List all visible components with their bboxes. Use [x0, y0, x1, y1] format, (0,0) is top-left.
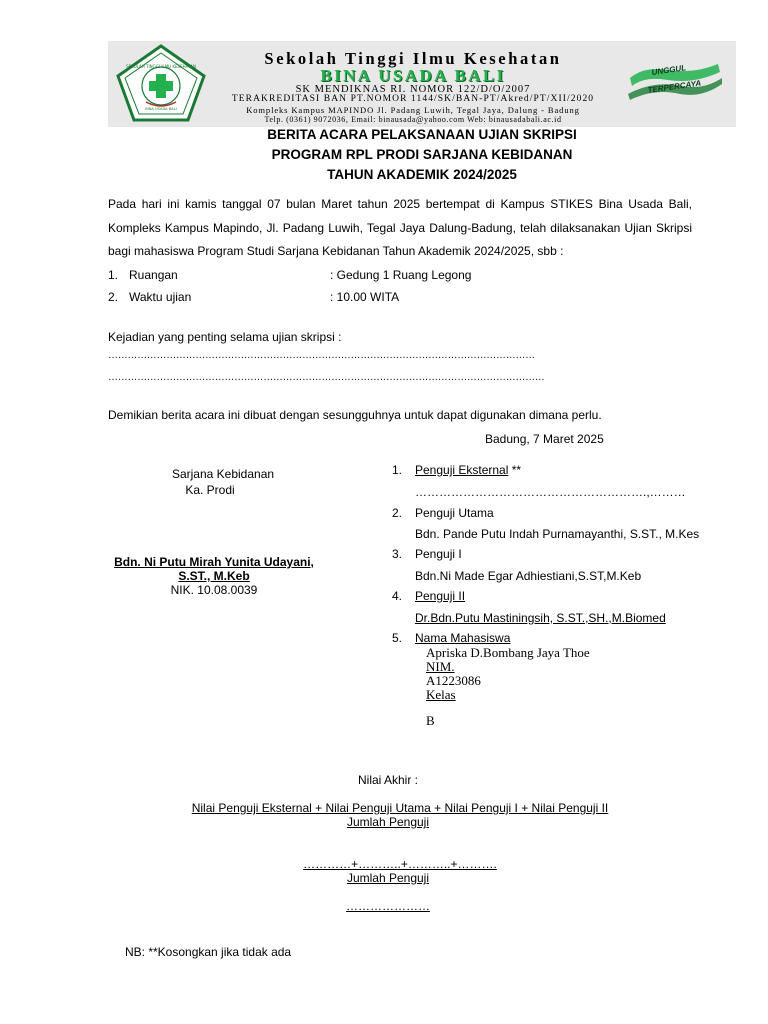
school-contact: Telp. (0361) 9072036, Email: binausada@yahoo.com Web: binausadabali.ac.id [264, 115, 562, 124]
document-title: BERITA ACARA PELAKSANAAN UJIAN SKRIPSI [267, 127, 577, 142]
detail-label-time: Waktu ujian [129, 290, 192, 304]
detail-value-time: : 10.00 WITA [330, 290, 400, 304]
examiner-title-1: Penguji I [415, 547, 462, 561]
school-name: BINA USADA BALI [320, 66, 506, 85]
events-label: Kejadian yang penting selama ujian skripsi : [108, 330, 342, 344]
letterhead-text [206, 41, 620, 127]
signatory-role-1: Sarjana Kebidanan [171, 467, 275, 481]
detail-num-1: 1. [108, 268, 119, 282]
signatory-name: Bdn. Ni Putu Mirah Yunita Udayani, [114, 555, 314, 569]
student-num: 5. [392, 631, 403, 645]
events-line-2: ……………………………………………………………………………………………………………………… [108, 372, 545, 383]
school-address: Kompleks Kampus MAPINDO Jl. Padang Luwih, Tegal Jaya, Dalung - Badung [246, 105, 580, 115]
score-divisor: Jumlah Penguji [346, 815, 430, 829]
student-nim: A1223086 [426, 673, 481, 688]
student-class-label: Kelas [426, 687, 456, 702]
intro-paragraph: Pada hari ini kamis tanggal 07 bulan Maret tahun 2025 bertempat di Kampus STIKES Bina Usada Bali, Kompleks Kampus Mapindo, Jl. Padang Luwih, Tegal Jaya Dalung-Badung, telah dilaksanakan Ujian Skripsi bagi mahasiswa Program Studi Sarjana Kebidanan Tahun Akademik 2024/2025, sbb : [108, 197, 692, 258]
score-divisor-2: Jumlah Penguji [346, 871, 430, 885]
examiner-title-external [415, 463, 521, 477]
examiner-name-2: Dr.Bdn.Putu Mastiningsih, S.ST.,SH.,M.Biomed [415, 611, 666, 625]
tagline-unggul: UNGGUL [651, 63, 687, 77]
detail-value-room: : Gedung 1 Ruang Legong [330, 268, 472, 282]
student-name: Apriska D.Bombang Jaya Thoe [426, 645, 590, 660]
examiner-title-main: Penguji Utama [415, 506, 494, 520]
examiner-name-main: Bdn. Pande Putu Indah Purnamayanthi, S.ST., M.Kes [415, 527, 700, 541]
tagline-terpercaya: TERPERCAYA [647, 78, 702, 95]
examiner-title-2: Penguji II [415, 589, 466, 603]
examiner-num-1: 1. [392, 463, 403, 477]
logo-text-top: SEKOLAH TINGGI ILMU KESEHATAN [126, 64, 196, 69]
footnote: NB: **Kosongkan jika tidak ada [125, 945, 292, 959]
tagline-ribbon [624, 58, 724, 104]
place-date: Badung, 7 Maret 2025 [485, 432, 604, 446]
examiner-title-external-label: Penguji Eksternal [415, 463, 509, 477]
program-title: PROGRAM RPL PRODI SARJANA KEBIDANAN [271, 147, 573, 162]
logo-text-bottom: BINA USADA BALI [145, 107, 177, 111]
accreditation: TERAKREDITASI BAN PT.NOMOR 1144/SK/BAN-PT/Akred/PT/XII/2020 [231, 94, 595, 104]
examiner-name-external: ………………………………………………….,……… [415, 485, 686, 499]
academic-year-title: TAHUN AKADEMIK 2024/2025 [327, 167, 517, 182]
examiner-num-4: 4. [392, 589, 403, 603]
student-class: B [426, 713, 435, 728]
signatory-degree: S.ST., M.Keb [178, 569, 250, 583]
detail-label-room: Ruangan [129, 268, 178, 282]
school-logo [116, 44, 206, 122]
examiner-name-1: Bdn.Ni Made Egar Adhiestiani,S.ST,M.Keb [415, 569, 642, 583]
score-result: ………………… [346, 899, 430, 913]
closing-statement: Demikian berita acara ini dibuat dengan sesungguhnya untuk dapat digunakan dimana perlu. [108, 408, 602, 422]
score-formula: Nilai Penguji Eksternal + Nilai Penguji Utama + Nilai Penguji I + Nilai Penguji II [191, 801, 609, 815]
student-nim-label: NIM. [426, 659, 455, 674]
student-title: Nama Mahasiswa [415, 631, 511, 645]
events-line-1: …………………………………………………………………………………………………………………… [108, 350, 535, 361]
examiner-num-3: 3. [392, 547, 403, 561]
signatory-role-2: Ka. Prodi [185, 483, 235, 497]
final-score-label: Nilai Akhir : [357, 773, 419, 787]
detail-num-2: 2. [108, 290, 119, 304]
decree-number: SK MENDIKNAS RI. NOMOR 122/D/O/2007 [295, 84, 531, 95]
school-type: Sekolah Tinggi Ilmu Kesehatan [264, 49, 562, 68]
signatory-nik: NIK. 10.08.0039 [170, 583, 258, 597]
examiner-title-external-mark: ** [508, 463, 522, 477]
examiner-num-2: 2. [392, 506, 403, 520]
score-blank-formula: …………+………..+………..+………. [303, 857, 497, 871]
